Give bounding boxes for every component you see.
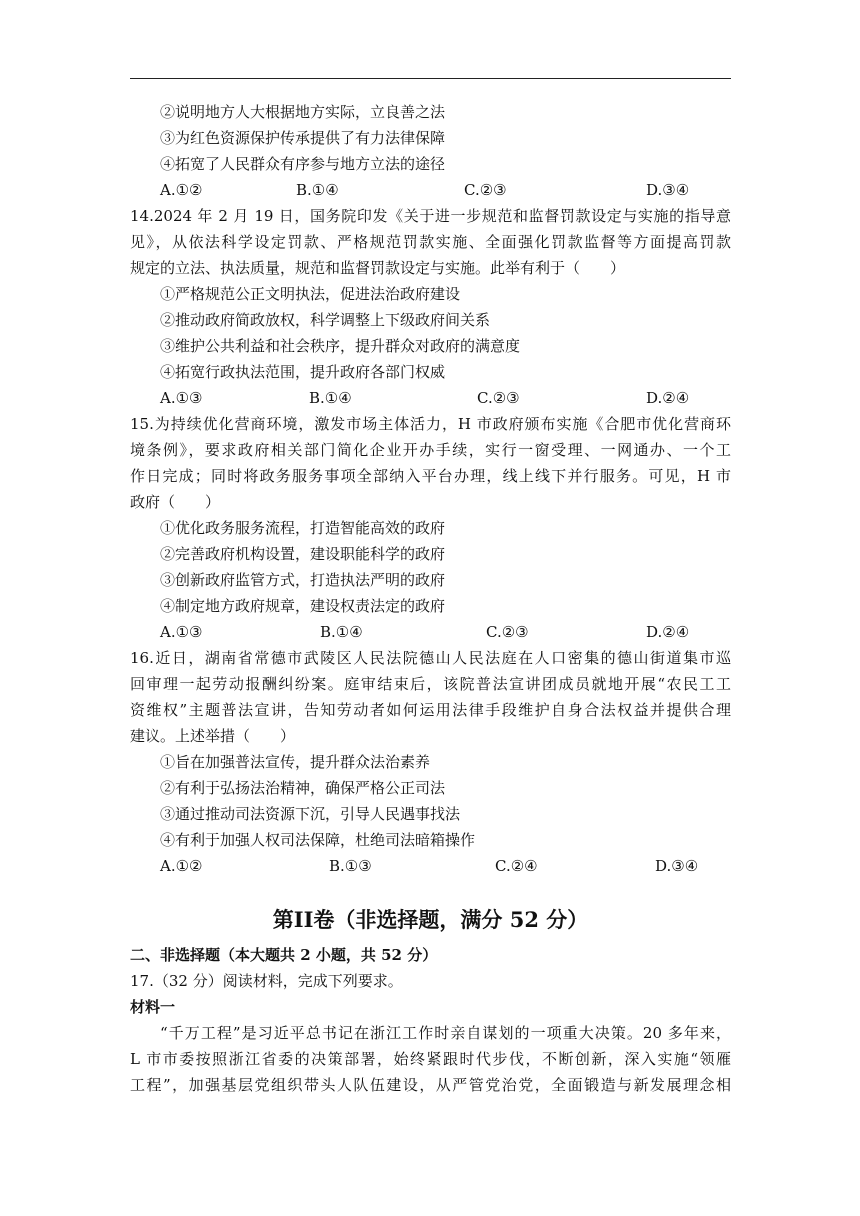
exam-page-content xyxy=(130,99,731,1098)
answer-choices xyxy=(130,619,731,645)
choice-c: C.②③ xyxy=(486,623,529,641)
option: ④有利于加强人权司法保障，杜绝司法暗箱操作 xyxy=(160,831,476,849)
header-rule xyxy=(130,78,731,79)
choice-a: A.①③ xyxy=(160,389,203,407)
section-title: 第II卷（非选择题，满分 52 分） xyxy=(272,907,589,932)
option: ②说明地方人大根据地方实际，立良善之法 xyxy=(160,103,446,121)
choice-a: A.①② xyxy=(160,857,203,875)
option: ③维护公共利益和社会秩序，提升群众对政府的满意度 xyxy=(160,337,521,355)
material-label: 材料一 xyxy=(130,998,176,1016)
material-text-line: L 市市委按照浙江省委的决策部署，始终紧跟时代步伐，不断创新，深入实施“领雁 xyxy=(130,1050,731,1068)
question-14 xyxy=(130,203,731,411)
question-text-line: 16.近日，湖南省常德市武陵区人民法院德山人民法庭在人口密集的德山街道集市巡 xyxy=(130,649,731,667)
choice-b: B.①③ xyxy=(329,857,372,875)
choice-d: D.②④ xyxy=(646,389,690,407)
question-text-line: 资维权”主题普法宣讲，告知劳动者如何运用法律手段维护自身合法权益并提供合理 xyxy=(130,701,731,719)
choice-d: D.②④ xyxy=(646,623,690,641)
choice-a: A.①② xyxy=(160,181,203,199)
answer-choices xyxy=(130,385,731,411)
choice-d: D.③④ xyxy=(655,857,699,875)
answer-choices xyxy=(130,853,731,879)
choice-d: D.③④ xyxy=(646,181,690,199)
choice-c: C.②③ xyxy=(477,389,520,407)
option: ③创新政府监管方式，打造执法严明的政府 xyxy=(160,571,446,589)
option: ④拓宽了人民群众有序参与地方立法的途径 xyxy=(160,155,446,173)
section-heading: 二、非选择题（本大题共 2 小题，共 52 分） xyxy=(130,946,438,964)
question-text-line: 回审理一起劳动报酬纠纷案。庭审结束后，该院普法宣讲团成员就地开展“农民工工 xyxy=(130,675,731,693)
option: ①旨在加强普法宣传，提升群众法治素养 xyxy=(160,753,431,771)
option: ②完善政府机构设置，建设职能科学的政府 xyxy=(160,545,446,563)
question-16 xyxy=(130,645,731,879)
option: ②有利于弘扬法治精神，确保严格公正司法 xyxy=(160,779,446,797)
option: ②推动政府简政放权，科学调整上下级政府间关系 xyxy=(160,311,491,329)
option: ③为红色资源保护传承提供了有力法律保障 xyxy=(160,129,446,147)
option: ①严格规范公正文明执法，促进法治政府建设 xyxy=(160,285,461,303)
option: ④拓宽行政执法范围，提升政府各部门权威 xyxy=(160,363,446,381)
question-text-line: 规定的立法、执法质量，规范和监督罚款设定与实施。此举有利于（ ） xyxy=(130,259,626,277)
question-13-tail xyxy=(130,99,731,203)
choice-c: C.②③ xyxy=(464,181,507,199)
question-text-line: 作日完成；同时将政务服务事项全部纳入平台办理，线上线下并行服务。可见，H 市 xyxy=(130,467,731,485)
question-17-prompt: 17.（32 分）阅读材料，完成下列要求。 xyxy=(130,972,403,990)
choice-b: B.①④ xyxy=(309,389,352,407)
question-text-line: 政府（ ） xyxy=(130,493,221,511)
question-text-line: 境条例》，要求政府相关部门简化企业开办手续，实行一窗受理、一网通办、一个工 xyxy=(130,441,731,459)
question-text-line: 见》，从依法科学设定罚款、严格规范罚款实施、全面强化罚款监督等方面提高罚款 xyxy=(130,233,731,251)
choice-b: B.①④ xyxy=(320,623,363,641)
answer-choices xyxy=(130,177,731,203)
question-text-line: 15.为持续优化营商环境，激发市场主体活力，H 市政府颁布实施《合肥市优化营商环 xyxy=(130,415,731,433)
material-text-line: 工程”，加强基层党组织带头人队伍建设，从严管党治党，全面锻造与新发展理念相 xyxy=(130,1076,731,1094)
question-15 xyxy=(130,411,731,645)
material-text-line: “千万工程”是习近平总书记在浙江工作时亲自谋划的一项重大决策。20 多年来， xyxy=(160,1024,731,1042)
option: ③通过推动司法资源下沉，引导人民遇事找法 xyxy=(160,805,461,823)
choice-c: C.②④ xyxy=(495,857,538,875)
choice-a: A.①③ xyxy=(160,623,203,641)
question-text-line: 14.2024 年 2 月 19 日，国务院印发《关于进一步规范和监督罚款设定与实施的指导意 xyxy=(130,207,731,225)
choice-b: B.①④ xyxy=(296,181,339,199)
option: ①优化政务服务流程，打造智能高效的政府 xyxy=(160,519,446,537)
question-text-line: 建议。上述举措（ ） xyxy=(130,727,296,745)
option: ④制定地方政府规章，建设权责法定的政府 xyxy=(160,597,446,615)
